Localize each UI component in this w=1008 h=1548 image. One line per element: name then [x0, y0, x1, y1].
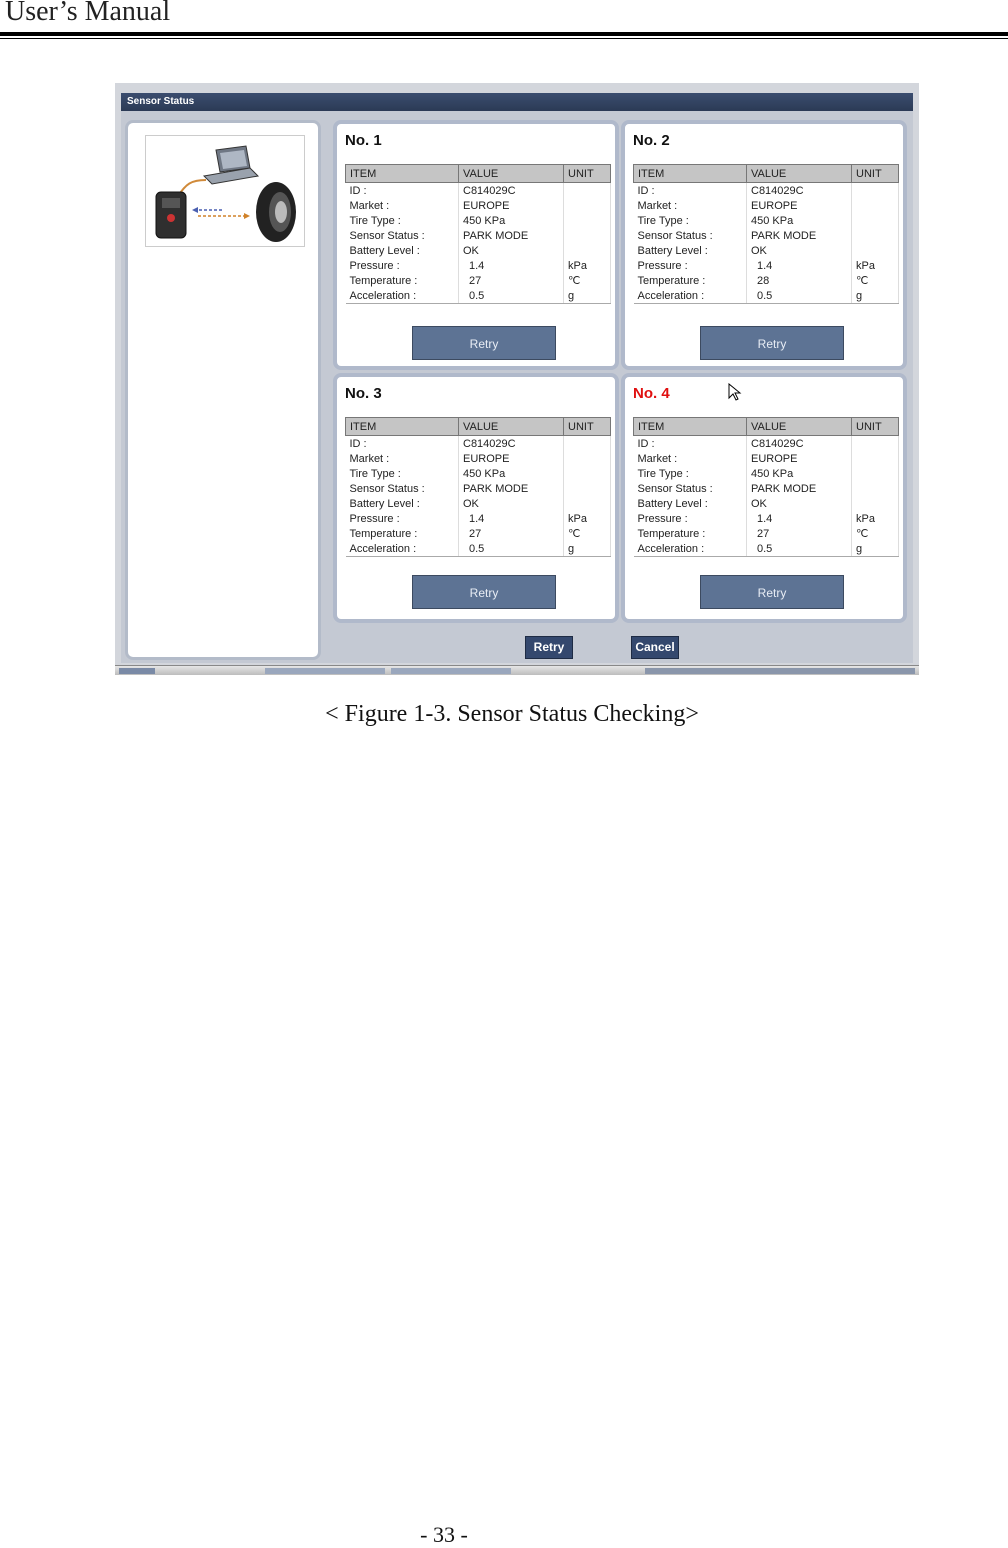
item-cell: Battery Level :: [346, 243, 459, 258]
column-header-value: VALUE: [459, 418, 564, 436]
table-row: [634, 288, 899, 304]
item-cell: Temperature :: [346, 526, 459, 541]
taskbar: [115, 665, 919, 675]
unit-cell: [852, 228, 899, 243]
value-cell: 1.4: [747, 511, 852, 526]
value-cell: EUROPE: [747, 451, 852, 466]
value-cell: 28: [747, 273, 852, 288]
unit-cell: g: [564, 288, 611, 304]
unit-cell: [852, 451, 899, 466]
page-number: - 33 -: [420, 1522, 468, 1547]
unit-cell: g: [564, 541, 611, 557]
header-rule-thin: [0, 38, 1008, 39]
sensor-panel-2: [621, 120, 907, 370]
column-header-value: VALUE: [747, 165, 852, 183]
item-cell: ID :: [346, 183, 459, 199]
unit-cell: kPa: [852, 258, 899, 273]
item-cell: Market :: [346, 198, 459, 213]
table-row: [634, 273, 899, 288]
sensor-data-table: [345, 417, 611, 557]
table-row: [634, 511, 899, 526]
manual-header-title: User’s Manual: [5, 0, 171, 27]
mouse-cursor-icon: [728, 383, 742, 401]
item-cell: Pressure :: [634, 258, 747, 273]
value-cell: 450 KPa: [747, 466, 852, 481]
unit-cell: [852, 243, 899, 258]
unit-cell: ℃: [852, 526, 899, 541]
table-row: [634, 243, 899, 258]
table-row: [634, 228, 899, 243]
item-cell: Tire Type :: [634, 466, 747, 481]
value-cell: C814029C: [459, 436, 564, 452]
item-cell: Sensor Status :: [634, 228, 747, 243]
item-cell: Temperature :: [346, 273, 459, 288]
unit-cell: ℃: [564, 273, 611, 288]
header-rule-thick: [0, 32, 1008, 36]
unit-cell: [564, 198, 611, 213]
value-cell: 1.4: [459, 511, 564, 526]
table-row: [634, 526, 899, 541]
item-cell: Pressure :: [346, 511, 459, 526]
item-cell: Temperature :: [634, 526, 747, 541]
taskbar-item[interactable]: [391, 668, 511, 674]
sensor-title: No. 3: [345, 385, 382, 402]
value-cell: 0.5: [459, 288, 564, 304]
item-cell: ID :: [634, 436, 747, 452]
unit-cell: [852, 213, 899, 228]
table-row: [634, 466, 899, 481]
unit-cell: [564, 213, 611, 228]
unit-cell: kPa: [564, 258, 611, 273]
column-header-item: ITEM: [346, 418, 459, 436]
item-cell: Pressure :: [346, 258, 459, 273]
item-cell: Battery Level :: [634, 496, 747, 511]
unit-cell: kPa: [852, 511, 899, 526]
sensor-data-table: [633, 164, 899, 304]
value-cell: C814029C: [747, 436, 852, 452]
table-row: [634, 541, 899, 557]
item-cell: Tire Type :: [634, 213, 747, 228]
unit-cell: g: [852, 541, 899, 557]
unit-cell: [564, 243, 611, 258]
sensor-title: No. 1: [345, 132, 382, 149]
screenshot-figure: [115, 83, 919, 675]
sensor-panel-3: [333, 373, 619, 623]
value-cell: OK: [459, 496, 564, 511]
table-row: [346, 228, 611, 243]
value-cell: PARK MODE: [747, 481, 852, 496]
table-row: [346, 511, 611, 526]
column-header-value: VALUE: [459, 165, 564, 183]
value-cell: PARK MODE: [459, 481, 564, 496]
value-cell: 1.4: [459, 258, 564, 273]
table-row: [346, 183, 611, 199]
unit-cell: ℃: [564, 526, 611, 541]
column-header-item: ITEM: [346, 165, 459, 183]
sensor-title: No. 2: [633, 132, 670, 149]
table-row: [346, 466, 611, 481]
item-cell: Acceleration :: [346, 288, 459, 304]
table-row: [634, 481, 899, 496]
device-connection-icon: [146, 136, 304, 246]
table-row: [346, 481, 611, 496]
sensor-panel-1: [333, 120, 619, 370]
value-cell: EUROPE: [459, 198, 564, 213]
item-cell: Acceleration :: [634, 541, 747, 557]
table-row: [346, 288, 611, 304]
table-row: [634, 183, 899, 199]
unit-cell: g: [852, 288, 899, 304]
sensor-title: No. 4: [633, 385, 670, 402]
table-row: [346, 213, 611, 228]
value-cell: 0.5: [747, 541, 852, 557]
system-tray: [645, 668, 915, 674]
device-connection-image: [145, 135, 305, 247]
column-header-unit: UNIT: [852, 165, 899, 183]
window-titlebar: Sensor Status: [121, 93, 913, 111]
sensor-retry-button[interactable]: Retry: [700, 326, 844, 360]
figure-caption-text: < Figure 1-3. Sensor Status Checking>: [325, 701, 699, 727]
column-header-unit: UNIT: [852, 418, 899, 436]
value-cell: OK: [747, 496, 852, 511]
sensor-retry-button[interactable]: Retry: [412, 575, 556, 609]
sensor-data-table: [633, 417, 899, 557]
table-row: [346, 198, 611, 213]
item-cell: Sensor Status :: [634, 481, 747, 496]
table-row: [346, 258, 611, 273]
item-cell: Market :: [634, 451, 747, 466]
column-header-item: ITEM: [634, 165, 747, 183]
value-cell: 450 KPa: [459, 466, 564, 481]
unit-cell: [852, 198, 899, 213]
unit-cell: [564, 481, 611, 496]
table-row: [346, 541, 611, 557]
unit-cell: [564, 496, 611, 511]
retry-all-button[interactable]: Retry: [525, 636, 573, 659]
sensor-retry-button[interactable]: Retry: [700, 575, 844, 609]
unit-cell: kPa: [564, 511, 611, 526]
item-cell: Tire Type :: [346, 466, 459, 481]
value-cell: C814029C: [747, 183, 852, 199]
item-cell: Battery Level :: [634, 243, 747, 258]
table-row: [346, 243, 611, 258]
unit-cell: [852, 466, 899, 481]
value-cell: EUROPE: [747, 198, 852, 213]
column-header-value: VALUE: [747, 418, 852, 436]
value-cell: 1.4: [747, 258, 852, 273]
value-cell: 27: [459, 273, 564, 288]
table-row: [634, 213, 899, 228]
item-cell: Temperature :: [634, 273, 747, 288]
unit-cell: [852, 183, 899, 199]
value-cell: 450 KPa: [459, 213, 564, 228]
item-cell: Acceleration :: [634, 288, 747, 304]
unit-cell: [564, 183, 611, 199]
taskbar-start[interactable]: [119, 668, 155, 674]
item-cell: Market :: [634, 198, 747, 213]
sensor-retry-button[interactable]: Retry: [412, 326, 556, 360]
column-header-item: ITEM: [634, 418, 747, 436]
table-row: [634, 198, 899, 213]
table-row: [634, 258, 899, 273]
table-row: [346, 451, 611, 466]
value-cell: 27: [459, 526, 564, 541]
table-row: [634, 436, 899, 452]
unit-cell: [564, 228, 611, 243]
item-cell: ID :: [634, 183, 747, 199]
value-cell: OK: [459, 243, 564, 258]
taskbar-item[interactable]: [265, 668, 385, 674]
unit-cell: [852, 496, 899, 511]
value-cell: PARK MODE: [747, 228, 852, 243]
value-cell: 27: [747, 526, 852, 541]
cancel-button[interactable]: Cancel: [631, 636, 679, 659]
item-cell: Tire Type :: [346, 213, 459, 228]
value-cell: OK: [747, 243, 852, 258]
table-row: [634, 496, 899, 511]
item-cell: Acceleration :: [346, 541, 459, 557]
device-illustration-panel: [125, 120, 321, 660]
value-cell: 0.5: [747, 288, 852, 304]
table-row: [346, 526, 611, 541]
value-cell: PARK MODE: [459, 228, 564, 243]
unit-cell: ℃: [852, 273, 899, 288]
value-cell: 450 KPa: [747, 213, 852, 228]
value-cell: C814029C: [459, 183, 564, 199]
unit-cell: [852, 436, 899, 452]
item-cell: Sensor Status :: [346, 228, 459, 243]
column-header-unit: UNIT: [564, 165, 611, 183]
table-row: [634, 451, 899, 466]
table-row: [346, 273, 611, 288]
unit-cell: [564, 466, 611, 481]
sensor-panel-4: [621, 373, 907, 623]
item-cell: Pressure :: [634, 511, 747, 526]
table-row: [346, 496, 611, 511]
unit-cell: [852, 481, 899, 496]
item-cell: Market :: [346, 451, 459, 466]
item-cell: ID :: [346, 436, 459, 452]
unit-cell: [564, 436, 611, 452]
item-cell: Battery Level :: [346, 496, 459, 511]
unit-cell: [564, 451, 611, 466]
value-cell: 0.5: [459, 541, 564, 557]
table-row: [346, 436, 611, 452]
column-header-unit: UNIT: [564, 418, 611, 436]
figure-caption: [0, 701, 1008, 728]
sensor-data-table: [345, 164, 611, 304]
value-cell: EUROPE: [459, 451, 564, 466]
item-cell: Sensor Status :: [346, 481, 459, 496]
